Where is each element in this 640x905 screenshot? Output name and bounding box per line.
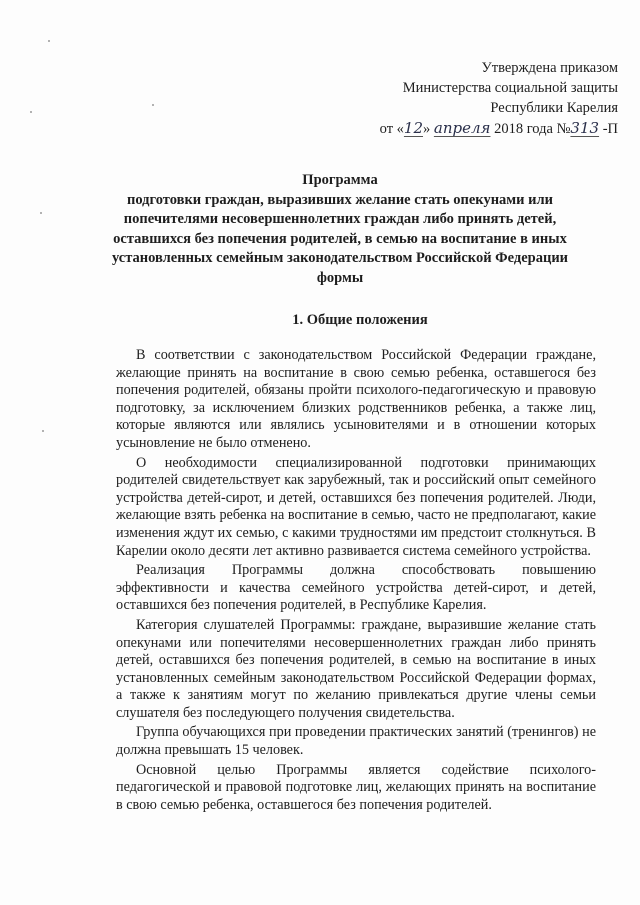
approval-date-prefix: от « [379, 121, 404, 137]
approval-line-2: Министерства социальной защиты [402, 80, 618, 96]
scan-speck [40, 212, 42, 214]
title-line-2: подготовки граждан, выразивших желание стать опекунами или [126, 191, 554, 208]
title-line-1: Программа [302, 172, 378, 188]
approval-number-handwritten: 313 [570, 119, 600, 137]
title-line-3: попечителями несовершеннолетних граждан либо принять детей, [123, 211, 557, 227]
approval-line-3: Республики Карелия [490, 100, 618, 116]
approval-day-handwritten: 12 [403, 119, 424, 137]
paragraph-6: Основной целью Программы является содействие психолого-педагогической и правовой подготовке лиц, желающих принять на воспитание в свою семью ребенка, оставшегося без попечения родителей. [116, 761, 596, 813]
approval-month-handwritten: апреля [433, 119, 491, 137]
approval-year: 2018 года № [494, 121, 571, 137]
paragraph-1: В соответствии с законодательством Российской Федерации граждане, желающие принять на воспитание в свою семью ребенка, оставшегося без попечения родителей, обязаны пройти психолого-педагогическую и правовую подготовку, за исключением близких родственников ребенка, а также лиц, которые являются или являлись усыновителями и в отношении которых усыновление не было отменено. [116, 347, 596, 451]
title-line-4: оставшихся без попечения родителей, в семью на воспитание в иных [113, 230, 567, 247]
approval-line-1: Утверждена приказом [481, 60, 618, 76]
section-heading: 1. Общие положения [292, 312, 428, 328]
paragraph-4: Категория слушателей Программы: граждане, выразившие желание стать опекунами или попечителями несовершеннолетних граждан либо принять детей, оставшихся без попечения родителей, в семью на воспитание в иных установленных семейным законодательством Российской Федерации формах, а также к занятиям могут по желанию привлекаться другие члены семьи слушателя без последующего получения свидетельства. [116, 616, 596, 721]
approval-suffix: -П [602, 121, 618, 137]
scan-speck [48, 40, 50, 42]
section-body [116, 347, 596, 816]
title-line-6: формы [316, 269, 364, 286]
program-title [100, 171, 580, 288]
paragraph-3: Реализация Программы должна способствовать повышению эффективности и качества семейного устройства детей-сирот, и детей, оставшихся без попечения родителей, в Республике Карелия. [116, 562, 596, 614]
title-line-5: установленных семейным законодательством Российской Федерации [111, 250, 569, 266]
paragraph-5: Группа обучающихся при проведении практических занятий (тренингов) не должна превышать 15 человек. [116, 724, 596, 759]
paragraph-2: О необходимости специализированной подготовки принимающих родителей свидетельствует как зарубежный, так и российский опыт семейного устройства детей-сирот, и детей, оставшихся без попечения родителей. Люди, желающие взять ребенка на воспитание в семью, часто не предполагают, какие изменения ждут их семью, с какими трудностями им предстоит столкнуться. В Карелии около десяти лет активно развивается система семейного устройства. [116, 454, 596, 559]
scan-speck [152, 104, 154, 106]
approval-stamp-text [380, 58, 618, 139]
scan-speck [42, 430, 44, 432]
approval-date-mid: » [423, 121, 431, 137]
approval-date-line [380, 118, 618, 139]
scan-speck [30, 111, 32, 113]
